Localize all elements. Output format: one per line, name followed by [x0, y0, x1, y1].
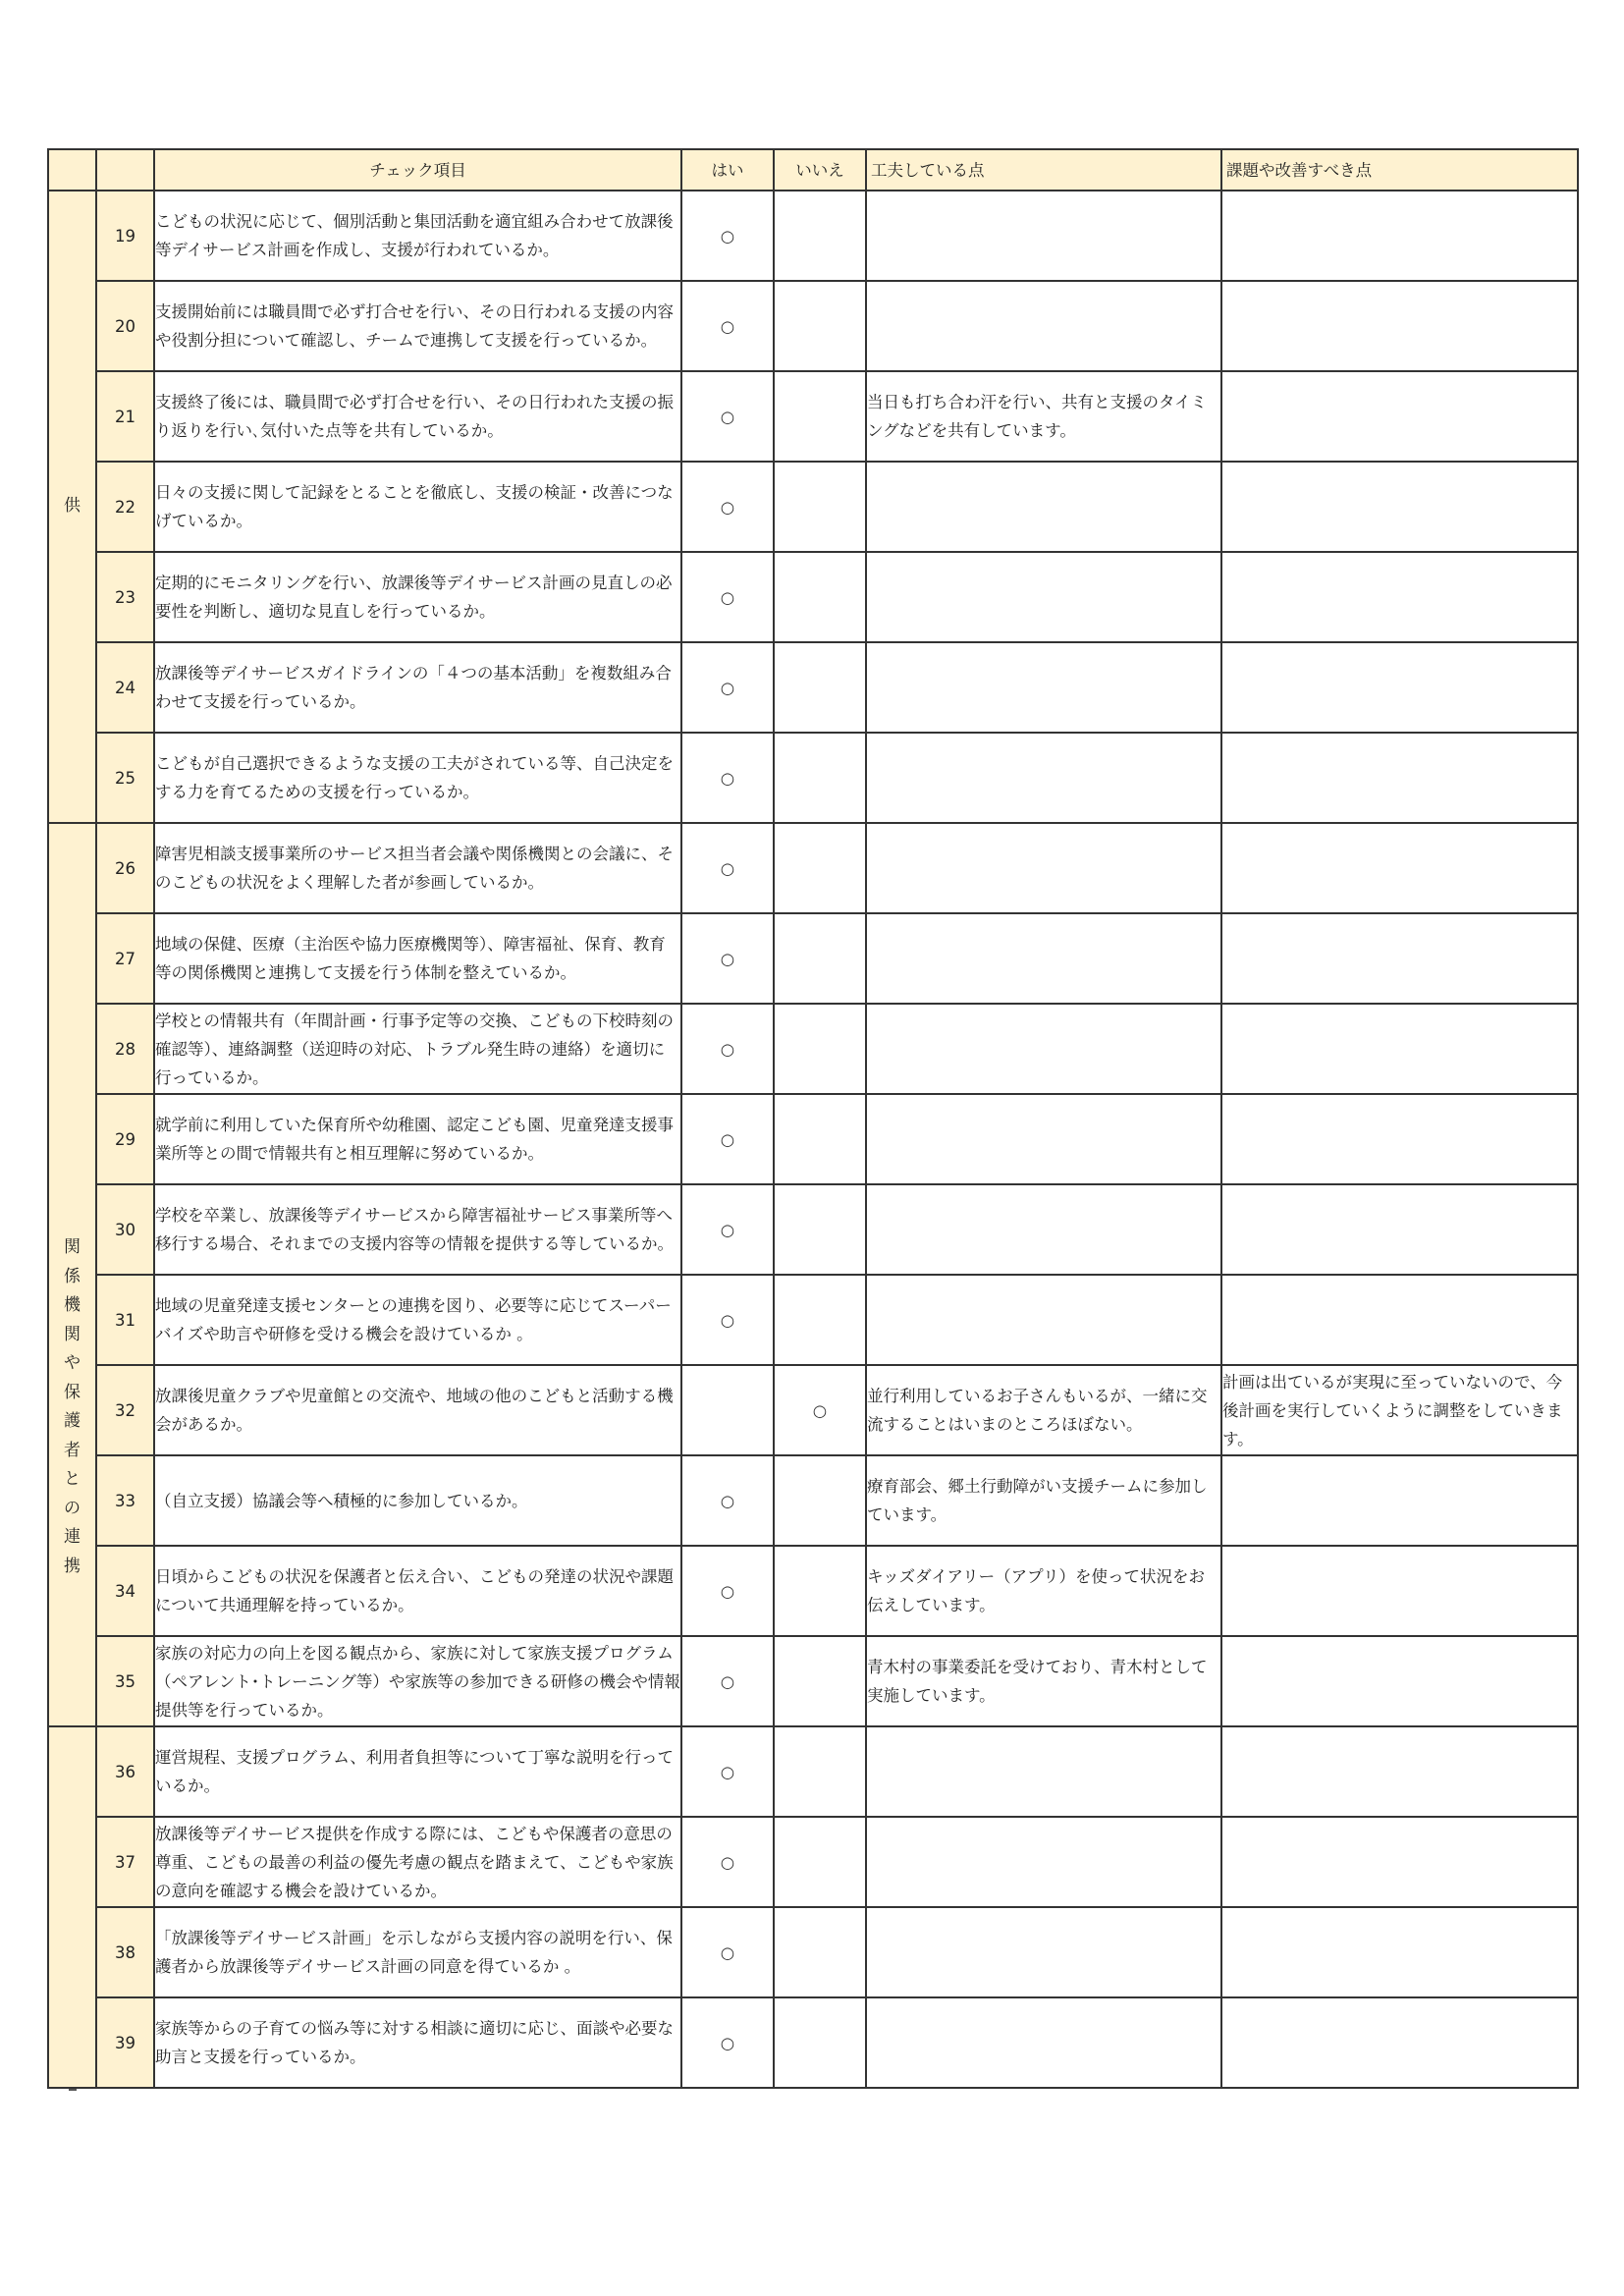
table-row: [48, 1455, 1578, 1546]
no-mark: [774, 1907, 866, 1997]
table-row: [48, 1997, 1578, 2088]
table-row: [48, 1184, 1578, 1275]
no-mark: [774, 1636, 866, 1726]
check-item-text: 学校を卒業し、放課後等デイサービスから障害福祉サービス事業所等へ移行する場合、それまでの支援内容等の情報を提供する等しているか。: [154, 1184, 681, 1275]
yes-mark: ○: [681, 1817, 774, 1907]
item-number: 21: [96, 371, 154, 462]
item-number: 36: [96, 1726, 154, 1817]
category-char: と: [64, 1469, 81, 1489]
item-number: 27: [96, 913, 154, 1004]
item-number: 23: [96, 552, 154, 642]
header-yes: はい: [681, 149, 774, 191]
yes-mark: ○: [681, 462, 774, 552]
efforts-note: [866, 1275, 1221, 1365]
no-mark: [774, 913, 866, 1004]
category-char: 関: [64, 1324, 81, 1344]
issues-note: [1221, 462, 1578, 552]
category-char: 者: [64, 1440, 81, 1460]
no-mark: [774, 1726, 866, 1817]
yes-mark: ○: [681, 1004, 774, 1094]
check-item-text: 地域の児童発達支援センターとの連携を図り、必要等に応じてスーパーバイズや助言や研修を受ける機会を設けているか 。: [154, 1275, 681, 1365]
yes-mark: ○: [681, 1726, 774, 1817]
efforts-note: [866, 913, 1221, 1004]
efforts-note: 並行利用しているお子さんもいるが、一緒に交流することはいまのところほぼない。: [866, 1365, 1221, 1455]
issues-note: [1221, 823, 1578, 913]
efforts-note: [866, 1184, 1221, 1275]
item-number: 25: [96, 733, 154, 823]
no-mark: [774, 1094, 866, 1184]
header-number: [96, 149, 154, 191]
item-number: 31: [96, 1275, 154, 1365]
table-row: [48, 1004, 1578, 1094]
category-cell-bottom: [48, 1726, 96, 2088]
check-item-text: 障害児相談支援事業所のサービス担当者会議や関係機関との会議に、そのこどもの状況をよく理解した者が参画しているか。: [154, 823, 681, 913]
check-item-text: 放課後児童クラブや児童館との交流や、地域の他のこどもと活動する機会があるか。: [154, 1365, 681, 1455]
no-mark: [774, 1455, 866, 1546]
efforts-note: [866, 1004, 1221, 1094]
efforts-note: 青木村の事業委託を受けており、青木村として実施しています。: [866, 1636, 1221, 1726]
efforts-note: [866, 1907, 1221, 1997]
yes-mark: ○: [681, 1636, 774, 1726]
yes-mark: ○: [681, 371, 774, 462]
table-row: [48, 1907, 1578, 1997]
table-row: [48, 1817, 1578, 1907]
efforts-note: [866, 1094, 1221, 1184]
yes-mark: [681, 1365, 774, 1455]
item-number: 33: [96, 1455, 154, 1546]
item-number: 37: [96, 1817, 154, 1907]
efforts-note: [866, 462, 1221, 552]
item-number: 30: [96, 1184, 154, 1275]
efforts-note: [866, 823, 1221, 913]
table-row: [48, 1726, 1578, 1817]
item-number: 39: [96, 1997, 154, 2088]
category-char: 護: [64, 1411, 81, 1431]
issues-note: [1221, 1817, 1578, 1907]
item-number: 38: [96, 1907, 154, 1997]
category-char: の: [64, 1498, 81, 1518]
table-row: [48, 1636, 1578, 1726]
no-mark: [774, 552, 866, 642]
check-item-text: 地域の保健、医療（主治医や協力医療機関等）、障害福祉、保育、教育等の関係機関と連携して支援を行う体制を整えているか。: [154, 913, 681, 1004]
issues-note: [1221, 1726, 1578, 1817]
check-item-text: 就学前に利用していた保育所や幼稚園、認定こども園、児童発達支援事業所等との間で情報共有と相互理解に努めているか。: [154, 1094, 681, 1184]
table-row: [48, 191, 1578, 281]
issues-note: [1221, 552, 1578, 642]
table-row: [48, 733, 1578, 823]
continuation-mark: [69, 2089, 77, 2097]
yes-mark: ○: [681, 1275, 774, 1365]
no-mark: [774, 191, 866, 281]
yes-mark: ○: [681, 191, 774, 281]
yes-mark: ○: [681, 733, 774, 823]
no-mark: [774, 371, 866, 462]
table-row: [48, 371, 1578, 462]
category-char: 携: [64, 1556, 81, 1576]
efforts-note: [866, 642, 1221, 733]
issues-note: [1221, 1184, 1578, 1275]
table-row: [48, 642, 1578, 733]
table-row: [48, 462, 1578, 552]
yes-mark: ○: [681, 913, 774, 1004]
category-label: 供: [64, 496, 81, 517]
issues-note: [1221, 1094, 1578, 1184]
issues-note: [1221, 913, 1578, 1004]
issues-note: [1221, 1455, 1578, 1546]
check-item-text: 家族の対応力の向上を図る観点から、家族に対して家族支援プログラム（ペアレント･トレーニング等）や家族等の参加できる研修の機会や情報提供等を行っているか。: [154, 1636, 681, 1726]
yes-mark: ○: [681, 552, 774, 642]
header-category: [48, 149, 96, 191]
table-row: [48, 823, 1578, 913]
no-mark: [774, 1275, 866, 1365]
yes-mark: ○: [681, 1455, 774, 1546]
item-number: 34: [96, 1546, 154, 1636]
category-char: 関: [64, 1237, 81, 1257]
table-row: [48, 1365, 1578, 1455]
check-item-text: こどもが自己選択できるような支援の工夫がされている等、自己決定をする力を育てるための支援を行っているか。: [154, 733, 681, 823]
efforts-note: [866, 281, 1221, 371]
item-number: 24: [96, 642, 154, 733]
yes-mark: ○: [681, 1094, 774, 1184]
efforts-note: [866, 733, 1221, 823]
no-mark: [774, 1817, 866, 1907]
check-item-text: 家族等からの子育ての悩み等に対する相談に適切に応じ、面談や必要な助言と支援を行っているか。: [154, 1997, 681, 2088]
check-item-text: （自立支援）協議会等へ積極的に参加しているか。: [154, 1455, 681, 1546]
header-no: いいえ: [774, 149, 866, 191]
category-char: 連: [64, 1527, 81, 1547]
yes-mark: ○: [681, 1997, 774, 2088]
efforts-note: 当日も打ち合わ汗を行い、共有と支援のタイミングなどを共有しています。: [866, 371, 1221, 462]
no-mark: [774, 1997, 866, 2088]
item-number: 26: [96, 823, 154, 913]
table-row: [48, 1275, 1578, 1365]
issues-note: [1221, 1004, 1578, 1094]
issues-note: [1221, 1546, 1578, 1636]
efforts-note: キッズダイアリー（アプリ）を使って状況をお伝えしています。: [866, 1546, 1221, 1636]
efforts-note: 療育部会、郷土行動障がい支援チームに参加しています。: [866, 1455, 1221, 1546]
check-item-text: 「放課後等デイサービス計画」を示しながら支援内容の説明を行い、保護者から放課後等デイサービス計画の同意を得ているか 。: [154, 1907, 681, 1997]
no-mark: ○: [774, 1365, 866, 1455]
check-item-text: 日頃からこどもの状況を保護者と伝え合い、こどもの発達の状況や課題について共通理解を持っているか。: [154, 1546, 681, 1636]
item-number: 20: [96, 281, 154, 371]
header-efforts: 工夫している点: [866, 149, 1221, 191]
yes-mark: ○: [681, 1546, 774, 1636]
item-number: 29: [96, 1094, 154, 1184]
table-row: [48, 913, 1578, 1004]
item-number: 19: [96, 191, 154, 281]
item-number: 22: [96, 462, 154, 552]
issues-note: [1221, 281, 1578, 371]
table-row: [48, 1546, 1578, 1636]
category-char: 保: [64, 1382, 81, 1402]
issues-note: [1221, 733, 1578, 823]
check-item-text: こどもの状況に応じて、個別活動と集団活動を適宜組み合わせて放課後等デイサービス計画を作成し、支援が行われているか。: [154, 191, 681, 281]
issues-note: [1221, 371, 1578, 462]
category-char: 係: [64, 1266, 81, 1286]
check-item-text: 放課後等デイサービスガイドラインの「４つの基本活動」を複数組み合わせて支援を行っているか。: [154, 642, 681, 733]
no-mark: [774, 281, 866, 371]
efforts-note: [866, 1726, 1221, 1817]
category-cell-top: [48, 191, 96, 823]
checklist-table: [47, 148, 1579, 2089]
yes-mark: ○: [681, 1184, 774, 1275]
efforts-note: [866, 1817, 1221, 1907]
header-check-item: チェック項目: [154, 149, 681, 191]
check-item-text: 日々の支援に関して記録をとることを徹底し、支援の検証・改善につなげているか。: [154, 462, 681, 552]
issues-note: 計画は出ているが実現に至っていないので、今後計画を実行していくように調整をしていきます。: [1221, 1365, 1578, 1455]
check-item-text: 放課後等デイサービス提供を作成する際には、こどもや保護者の意思の尊重、こどもの最善の利益の優先考慮の観点を踏まえて、こどもや家族の意向を確認する機会を設けているか。: [154, 1817, 681, 1907]
item-number: 28: [96, 1004, 154, 1094]
item-number: 35: [96, 1636, 154, 1726]
issues-note: [1221, 1275, 1578, 1365]
no-mark: [774, 1546, 866, 1636]
yes-mark: ○: [681, 281, 774, 371]
check-item-text: 支援開始前には職員間で必ず打合せを行い、その日行われる支援の内容や役割分担について確認し、チームで連携して支援を行っているか。: [154, 281, 681, 371]
issues-note: [1221, 1907, 1578, 1997]
efforts-note: [866, 1997, 1221, 2088]
category-char: や: [64, 1353, 81, 1373]
table-row: [48, 1094, 1578, 1184]
no-mark: [774, 1184, 866, 1275]
no-mark: [774, 462, 866, 552]
issues-note: [1221, 642, 1578, 733]
no-mark: [774, 823, 866, 913]
check-item-text: 学校との情報共有（年間計画・行事予定等の交換、こどもの下校時刻の確認等）、連絡調整（送迎時の対応、トラブル発生時の連絡）を適切に行っているか。: [154, 1004, 681, 1094]
check-item-text: 定期的にモニタリングを行い、放課後等デイサービス計画の見直しの必要性を判断し、適切な見直しを行っているか。: [154, 552, 681, 642]
check-item-text: 運営規程、支援プログラム、利用者負担等について丁寧な説明を行っているか。: [154, 1726, 681, 1817]
table-row: [48, 552, 1578, 642]
item-number: 32: [96, 1365, 154, 1455]
no-mark: [774, 642, 866, 733]
issues-note: [1221, 191, 1578, 281]
issues-note: [1221, 1636, 1578, 1726]
yes-mark: ○: [681, 642, 774, 733]
header-issues: 課題や改善すべき点: [1221, 149, 1578, 191]
category-char: 機: [64, 1295, 81, 1315]
check-item-text: 支援終了後には、職員間で必ず打合せを行い、その日行われた支援の振り返りを行い､気付いた点等を共有しているか。: [154, 371, 681, 462]
efforts-note: [866, 552, 1221, 642]
issues-note: [1221, 1997, 1578, 2088]
table-row: [48, 281, 1578, 371]
category-cell-middle: [48, 823, 96, 1726]
no-mark: [774, 1004, 866, 1094]
yes-mark: ○: [681, 823, 774, 913]
header-row: [48, 149, 1578, 191]
efforts-note: [866, 191, 1221, 281]
no-mark: [774, 733, 866, 823]
yes-mark: ○: [681, 1907, 774, 1997]
